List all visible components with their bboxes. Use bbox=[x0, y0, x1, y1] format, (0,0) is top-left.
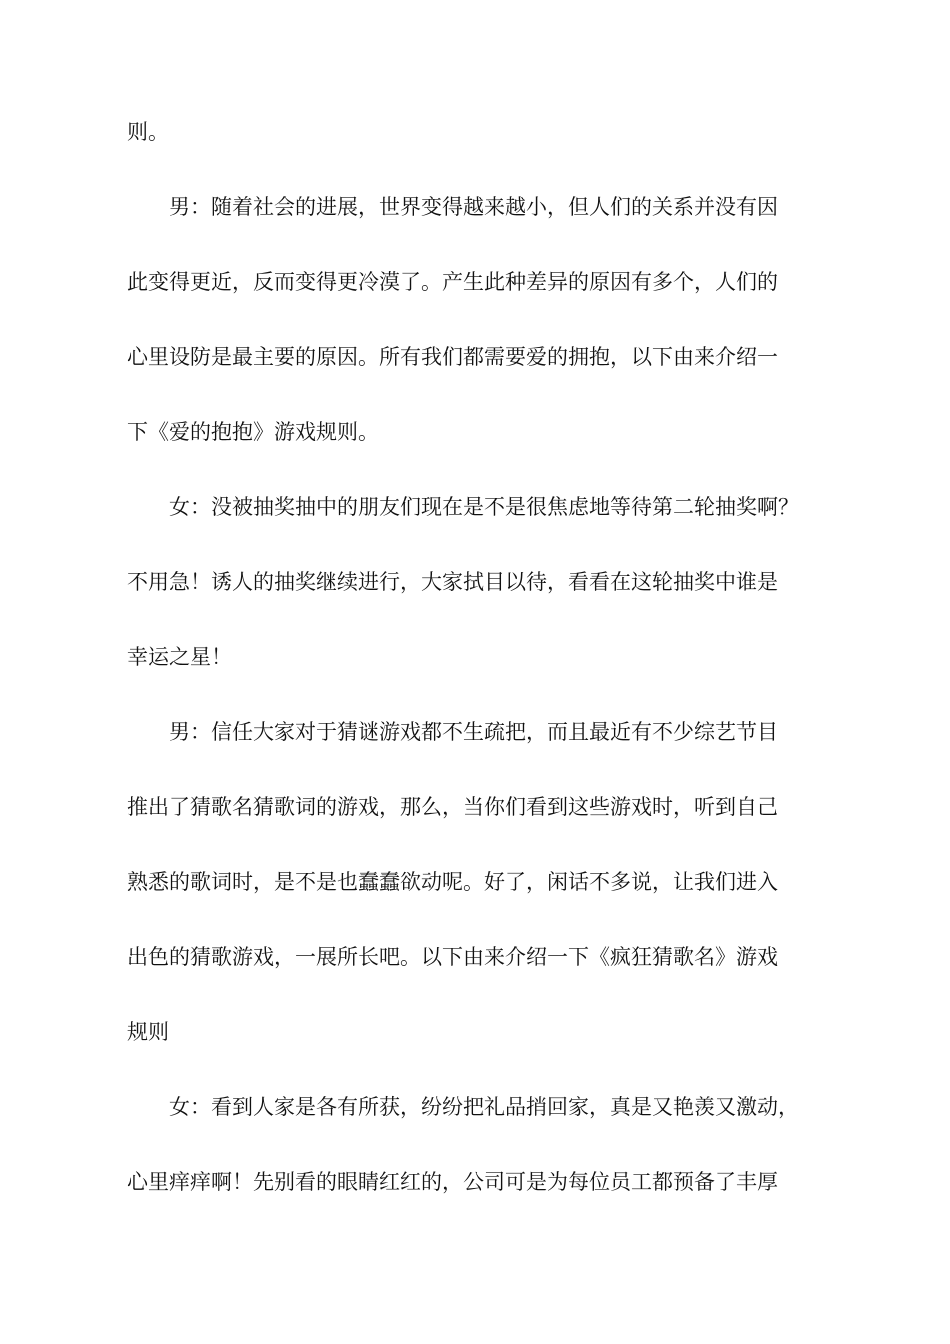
text-line: 心里设防是最主要的原因。所有我们都需要爱的拥抱，以下由来介绍一 bbox=[127, 345, 778, 369]
text-line: 幸运之星！ bbox=[127, 645, 232, 669]
text-line: 则。 bbox=[127, 120, 169, 144]
paragraph-start-line: 女：看到人家是各有所获，纷纷把礼品捎回家，真是又艳羡又激动， bbox=[169, 1095, 799, 1119]
paragraph-start-line: 男：随着社会的进展，世界变得越来越小，但人们的关系并没有因 bbox=[169, 195, 778, 219]
text-line: 心里痒痒啊！先别看的眼睛红红的，公司可是为每位员工都预备了丰厚 bbox=[127, 1170, 778, 1194]
paragraph-start-line: 男：信任大家对于猜谜游戏都不生疏把，而且最近有不少综艺节目 bbox=[169, 720, 778, 744]
paragraph-start-line: 女：没被抽奖抽中的朋友们现在是不是很焦虑地等待第二轮抽奖啊？ bbox=[169, 495, 799, 519]
text-line: 不用急！诱人的抽奖继续进行，大家拭目以待，看看在这轮抽奖中谁是 bbox=[127, 570, 778, 594]
text-line: 下《爱的抱抱》游戏规则。 bbox=[127, 420, 379, 444]
text-line: 熟悉的歌词时，是不是也蠢蠢欲动呢。好了，闲话不多说，让我们进入 bbox=[127, 870, 778, 894]
text-line: 推出了猜歌名猜歌词的游戏，那么，当你们看到这些游戏时，听到自己 bbox=[127, 795, 778, 819]
text-line: 出色的猜歌游戏，一展所长吧。以下由来介绍一下《疯狂猜歌名》游戏 bbox=[127, 945, 778, 969]
text-line: 规则 bbox=[127, 1020, 169, 1044]
text-line: 此变得更近，反而变得更冷漠了。产生此种差异的原因有多个，人们的 bbox=[127, 270, 778, 294]
